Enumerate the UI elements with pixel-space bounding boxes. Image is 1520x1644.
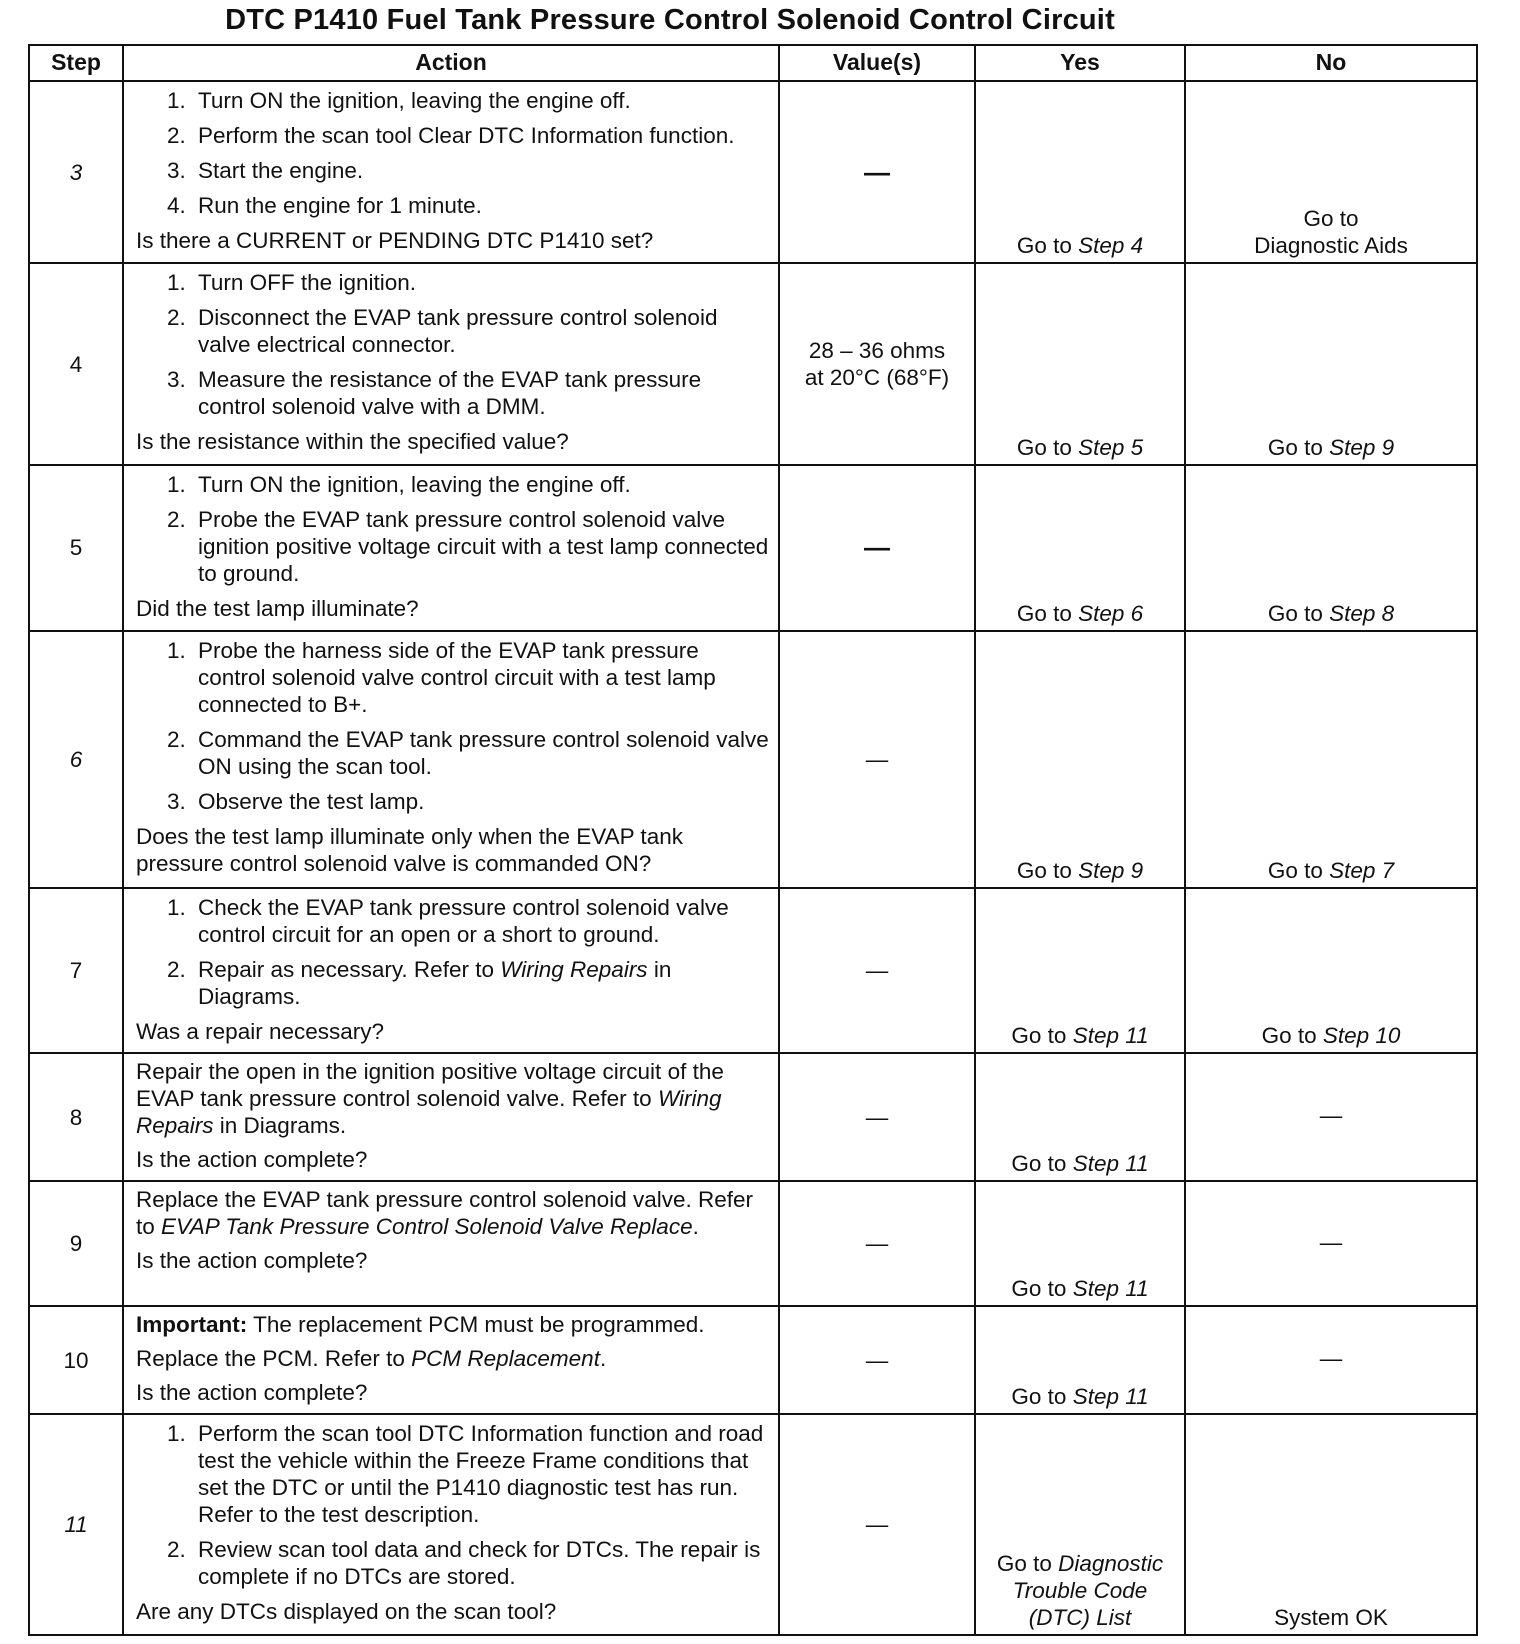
dash: — — [865, 958, 889, 984]
list-item: 2. Probe the EVAP tank pressure control solenoid valve ignition positive voltage circuit with a test lamp connected to ground. — [192, 506, 770, 587]
step-link[interactable]: Step 11 — [1072, 1023, 1149, 1049]
step-link[interactable]: Step 4 — [1078, 233, 1144, 259]
dash: — — [865, 1231, 889, 1257]
no-cell — [1185, 1181, 1477, 1306]
list-item: 3. Observe the test lamp. — [192, 788, 770, 815]
step-link[interactable]: Step 7 — [1329, 857, 1395, 883]
diagnostic-aids-link[interactable]: Diagnostic Aids — [1254, 233, 1408, 259]
list-item — [192, 956, 770, 1010]
action-cell — [123, 465, 779, 631]
header-yes: Yes — [975, 45, 1185, 81]
pcm-replacement-link[interactable]: PCM Replacement — [411, 1346, 600, 1372]
action-cell — [123, 1306, 779, 1413]
list-item: 2. Review scan tool data and check for DTCs. The repair is complete if no DTCs are stored. — [192, 1536, 770, 1590]
action-text-body: Replace the PCM. Refer to — [136, 1346, 412, 1372]
action-question: Are any DTCs displayed on the scan tool? — [136, 1598, 557, 1624]
dash: — — [865, 1104, 889, 1130]
list-item: 4. Run the engine for 1 minute. — [192, 192, 770, 219]
action-list — [136, 1420, 770, 1590]
action-question: Is the action complete? — [136, 1147, 368, 1173]
list-item-text: Repair as necessary. Refer to — [198, 956, 501, 982]
yes-cell — [975, 1414, 1185, 1635]
wiring-repairs-link[interactable]: Wiring Repairs — [136, 1086, 722, 1139]
action-text — [136, 1186, 770, 1240]
action-text-suffix: in Diagrams. — [213, 1113, 347, 1139]
wiring-repairs-link[interactable]: Wiring Repairs — [500, 956, 648, 982]
list-item: 1. Probe the harness side of the EVAP tank pressure control solenoid valve control circuit with a test lamp connected to B+. — [192, 637, 770, 718]
list-item-text: in Diagrams. — [198, 956, 672, 1009]
no-cell — [1185, 465, 1477, 631]
dash: — — [865, 1511, 889, 1537]
table-row — [29, 631, 1477, 888]
yes-cell — [975, 631, 1185, 888]
value-cell — [779, 631, 975, 888]
action-cell — [123, 1414, 779, 1635]
step-link[interactable]: Step 11 — [1072, 1383, 1149, 1409]
step-link[interactable]: Step 9 — [1329, 434, 1395, 460]
dash: — — [864, 156, 890, 187]
value-resistance: 28 – 36 ohms — [808, 338, 946, 364]
step-number: 8 — [29, 1053, 123, 1181]
dash: — — [1319, 1103, 1343, 1129]
system-ok-text: System OK — [1274, 1605, 1388, 1630]
value-cell — [779, 1181, 975, 1306]
action-text-body: Replace the EVAP tank pressure control solenoid valve. Refer to — [136, 1187, 754, 1240]
action-list — [136, 894, 770, 1010]
important-text: The replacement PCM must be programmed. — [247, 1312, 705, 1338]
yes-cell — [975, 1053, 1185, 1181]
action-list — [136, 87, 770, 219]
yes-cell — [975, 465, 1185, 631]
step-number: 5 — [29, 465, 123, 631]
list-item: 1. Turn OFF the ignition. — [192, 269, 770, 296]
step-number: 3 — [29, 81, 123, 263]
no-cell — [1185, 1414, 1477, 1635]
step-link[interactable]: Step 8 — [1329, 600, 1395, 626]
list-item: 1. Perform the scan tool DTC Information function and road test the vehicle within the Freeze Frame conditions that set the DTC or until the P1410 diagnostic test has run. Refer to the test description. — [192, 1420, 770, 1528]
value-cell — [779, 465, 975, 631]
goto-text: Go to — [1011, 1276, 1073, 1302]
action-text — [136, 1058, 770, 1139]
table-row — [29, 1053, 1477, 1181]
goto-text: Go to — [1016, 233, 1079, 259]
yes-cell — [975, 888, 1185, 1054]
dash: — — [865, 746, 889, 772]
dash: — — [1319, 1346, 1343, 1372]
goto-text: Go to — [1016, 600, 1079, 626]
step-number: 7 — [29, 888, 123, 1054]
header-action: Action — [123, 45, 779, 81]
goto-text: Go to — [1261, 1023, 1323, 1049]
value-temperature: at 20°C (68°F) — [804, 365, 950, 391]
table-row — [29, 888, 1477, 1054]
goto-text: Go to — [996, 1551, 1059, 1576]
action-text-body: Repair the open in the ignition positive voltage circuit of the EVAP tank pressure control solenoid valve. Refer to — [136, 1059, 724, 1112]
goto-text: Go to — [1303, 206, 1359, 232]
step-number: 10 — [29, 1306, 123, 1413]
action-list — [136, 637, 770, 815]
header-value: Value(s) — [779, 45, 975, 81]
action-question: Is there a CURRENT or PENDING DTC P1410 set? — [136, 228, 654, 253]
step-link[interactable]: Step 11 — [1072, 1276, 1149, 1302]
action-text-suffix: . — [692, 1214, 699, 1240]
list-item: 2. Disconnect the EVAP tank pressure control solenoid valve electrical connector. — [192, 304, 770, 358]
dash: — — [1319, 1229, 1343, 1255]
no-cell — [1185, 263, 1477, 465]
goto-text: Go to — [1016, 434, 1079, 460]
list-item: 2. Perform the scan tool Clear DTC Information function. — [192, 122, 770, 149]
yes-cell — [975, 1181, 1185, 1306]
action-question: Is the action complete? — [136, 1248, 368, 1274]
yes-cell — [975, 263, 1185, 465]
value-cell — [779, 81, 975, 263]
goto-text: Go to — [1267, 434, 1330, 460]
action-list — [136, 269, 770, 420]
dash: — — [865, 1347, 889, 1373]
page-title: DTC P1410 Fuel Tank Pressure Control Solenoid Control Circuit — [225, 4, 1115, 36]
action-cell — [123, 1053, 779, 1181]
list-item: 2. Command the EVAP tank pressure control solenoid valve ON using the scan tool. — [192, 726, 770, 780]
step-number: 4 — [29, 263, 123, 465]
goto-text: Go to — [1267, 857, 1330, 883]
list-item: 1. Turn ON the ignition, leaving the engine off. — [192, 87, 770, 114]
table-row — [29, 1181, 1477, 1306]
no-cell — [1185, 1053, 1477, 1181]
table-row — [29, 263, 1477, 465]
value-cell — [779, 1306, 975, 1413]
action-text — [136, 1345, 770, 1372]
list-item: 3. Measure the resistance of the EVAP tank pressure control solenoid valve with a DMM. — [192, 366, 770, 420]
no-cell — [1185, 81, 1477, 263]
goto-text: Go to — [1267, 600, 1330, 626]
action-question: Did the test lamp illuminate? — [136, 595, 419, 621]
action-cell — [123, 81, 779, 263]
step-number: 6 — [29, 631, 123, 888]
list-item: 1. Turn ON the ignition, leaving the engine off. — [192, 471, 770, 498]
goto-text: Go to — [1011, 1151, 1073, 1177]
header-step: Step — [29, 45, 123, 81]
action-text-suffix: . — [599, 1346, 607, 1372]
step-link[interactable]: Step 11 — [1072, 1151, 1149, 1177]
important-label: Important: — [136, 1312, 248, 1338]
no-cell — [1185, 631, 1477, 888]
action-cell — [123, 1181, 779, 1306]
dtc-list-link[interactable]: Diagnostic Trouble Code (DTC) List — [1012, 1551, 1164, 1630]
dash: — — [864, 532, 890, 563]
step-link[interactable]: Step 10 — [1322, 1023, 1401, 1049]
action-list — [136, 471, 770, 587]
no-cell — [1185, 888, 1477, 1054]
table-row — [29, 1414, 1477, 1635]
action-cell — [123, 888, 779, 1054]
list-item: 3. Start the engine. — [192, 157, 770, 184]
diagnostic-table — [28, 44, 1478, 1636]
goto-text: Go to — [1011, 1383, 1073, 1409]
value-cell — [779, 263, 975, 465]
action-cell — [123, 263, 779, 465]
header-no: No — [1185, 45, 1477, 81]
value-cell — [779, 1414, 975, 1635]
value-cell — [779, 1053, 975, 1181]
valve-replace-link[interactable]: EVAP Tank Pressure Control Solenoid Valve Replace — [161, 1214, 693, 1240]
no-cell — [1185, 1306, 1477, 1413]
yes-cell — [975, 81, 1185, 263]
value-cell — [779, 888, 975, 1054]
table-row — [29, 465, 1477, 631]
action-question: Was a repair necessary? — [136, 1018, 385, 1044]
action-cell — [123, 631, 779, 888]
action-question: Does the test lamp illuminate only when the EVAP tank pressure control solenoid valve is commanded ON? — [136, 823, 683, 876]
important-note — [136, 1311, 770, 1338]
list-item: 1. Check the EVAP tank pressure control solenoid valve control circuit for an open or a short to ground. — [192, 894, 770, 948]
step-link[interactable]: Step 5 — [1078, 434, 1144, 460]
table-row — [29, 1306, 1477, 1413]
goto-text: Go to — [1016, 857, 1079, 883]
step-link[interactable]: Step 9 — [1078, 857, 1144, 883]
action-question: Is the resistance within the specified value? — [136, 429, 569, 455]
goto-text: Go to — [1011, 1023, 1073, 1049]
table-row — [29, 81, 1477, 263]
step-link[interactable]: Step 6 — [1078, 600, 1144, 626]
step-number: 11 — [29, 1414, 123, 1635]
yes-cell — [975, 1306, 1185, 1413]
action-question: Is the action complete? — [136, 1380, 368, 1406]
header-row — [29, 45, 1477, 81]
step-number: 9 — [29, 1181, 123, 1306]
